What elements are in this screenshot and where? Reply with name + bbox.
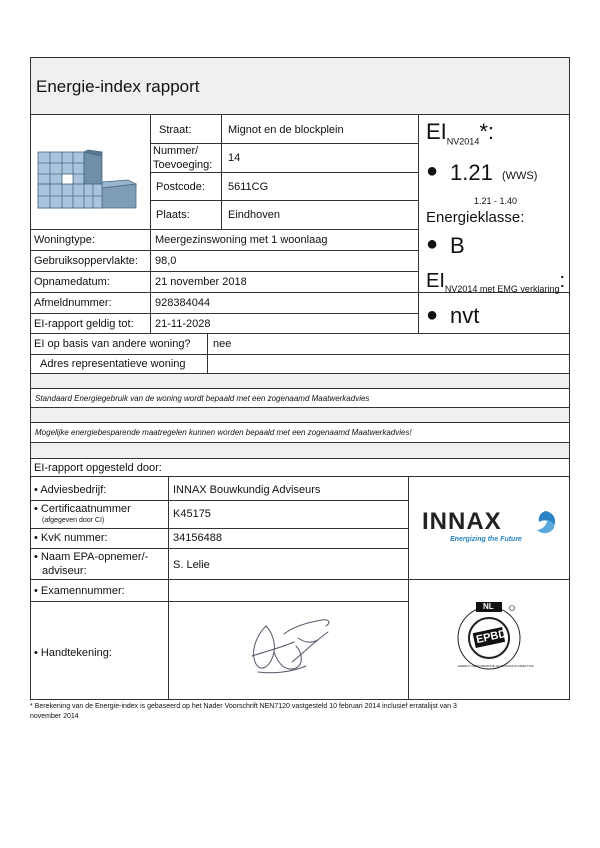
name-value: S. Lelie xyxy=(173,559,210,571)
ei-range: 1.21 - 1.40 xyxy=(474,196,518,206)
city-value: Eindhoven xyxy=(228,209,280,221)
geldig-label: EI-rapport geldig tot: xyxy=(34,318,134,330)
author-heading: EI-rapport opgesteld door: xyxy=(34,462,162,474)
exam-label: • Examennummer: xyxy=(34,585,125,597)
innax-wordmark: INNAX xyxy=(422,508,502,535)
bullet: ● xyxy=(426,233,439,255)
standard-note: Standaard Energiegebruik van de woning wordt bepaald met een zogenaamd Maatwerkadvies xyxy=(35,394,370,403)
cert-value: K45175 xyxy=(173,508,211,520)
bullet: ● xyxy=(426,160,439,182)
opname-label: Opnamedatum: xyxy=(34,276,110,288)
andere-woning-value: nee xyxy=(213,338,232,350)
epbd-logo xyxy=(454,600,534,672)
andere-woning-label: EI op basis van andere woning? xyxy=(34,338,191,350)
kvk-value: 34156488 xyxy=(173,532,222,544)
page-title: Energie-index rapport xyxy=(36,77,200,96)
ei-emg-heading: $EI_{NV2014 met EMG verklaring}$: xyxy=(426,270,566,294)
spacer-row xyxy=(31,374,569,388)
name-label-2: adviseur: xyxy=(42,565,87,577)
energy-class-label: Energieklasse: xyxy=(426,209,525,226)
innax-swirl-icon xyxy=(534,510,558,536)
afmeld-value: 928384044 xyxy=(155,297,211,309)
afmeld-label: Afmeldnummer: xyxy=(34,297,112,309)
ei-value: 1.21 xyxy=(450,160,493,185)
spacer-row xyxy=(31,408,569,422)
innax-tagline: Energizing the Future xyxy=(450,536,522,543)
postcode-label: Postcode: xyxy=(156,181,205,193)
epbd-wordmark: EPBD xyxy=(475,627,508,647)
ei-unit: (WWS) xyxy=(502,170,538,182)
ei-heading: $EI_{NV2014}*$: xyxy=(426,119,495,147)
spacer-row xyxy=(31,443,569,458)
woningtype-label: Woningtype: xyxy=(34,234,95,246)
epbd-nl: NL xyxy=(483,602,494,611)
signature-image xyxy=(244,612,336,680)
kvk-label: • KvK nummer: xyxy=(34,532,108,544)
epbd-ring-text: ENERGY PERFORMANCE OF BUILDINGS DIRECTIVE xyxy=(458,664,534,668)
woningtype-value: Meergezinswoning met 1 woonlaag xyxy=(155,234,328,246)
street-label: Straat: xyxy=(159,124,192,136)
ei-emg-value: nvt xyxy=(450,303,480,328)
opp-value: 98,0 xyxy=(155,255,177,267)
energy-class-value: B xyxy=(450,233,465,258)
company-value: INNAX Bouwkundig Adviseurs xyxy=(173,484,321,496)
footnote: * Berekening van de Energie-index is gebaseerd op het Nader Voorschrift NEN7120 vastgesteld 10 februari 2014 inclusief erratalijst van 3 xyxy=(30,703,457,710)
number-value: 14 xyxy=(228,152,241,164)
measures-note: Mogelijke energiebesparende maatregelen kunnen worden bepaald met een zogenaamd Maatwerkadvies! xyxy=(35,428,412,437)
house-illustration xyxy=(36,148,140,214)
street-value: Mignot en de blockplein xyxy=(228,124,344,136)
number-label: Nummer/ xyxy=(153,145,199,157)
bullet: ● xyxy=(426,304,439,326)
company-label: • Adviesbedrijf: xyxy=(34,484,107,496)
geldig-value: 21-11-2028 xyxy=(155,318,211,330)
repr-address-label: Adres representatieve woning xyxy=(40,358,186,370)
postcode-value: 5611CG xyxy=(228,181,269,193)
city-label: Plaats: xyxy=(156,209,190,221)
cert-label: • Certificaatnummer xyxy=(34,503,131,515)
number-label-2: Toevoeging: xyxy=(153,159,213,171)
cert-sub: (afgegeven door CI) xyxy=(42,517,105,524)
signature-label: • Handtekening: xyxy=(34,647,112,659)
opname-value: 21 november 2018 xyxy=(155,276,247,288)
footnote-2: november 2014 xyxy=(30,713,79,720)
opp-label: Gebruiksoppervlakte: xyxy=(34,255,138,267)
name-label: • Naam EPA-opnemer/- xyxy=(34,551,149,563)
